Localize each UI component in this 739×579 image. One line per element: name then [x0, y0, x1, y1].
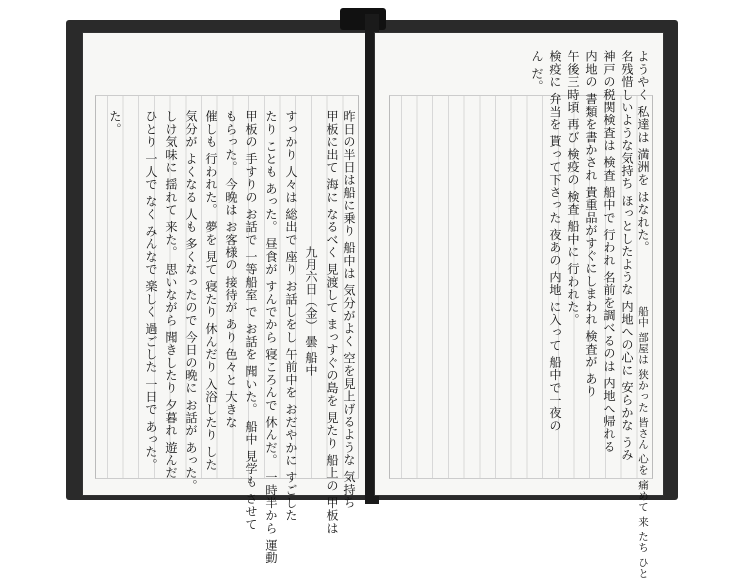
text-column: 内地の 書類を書かされ 貴重品がすぐにしまわれ 検査が あり [584, 50, 598, 398]
right-page [374, 32, 664, 579]
right-page-ruled-area [389, 50, 653, 579]
date-heading: 九月六日（金） 曇 船中 [304, 246, 318, 376]
text-column: たり ことも あった。 昼食が すんでから 寝ころんで 休んだ。 一時半から 運動 [264, 110, 278, 565]
open-notebook [62, 14, 684, 579]
binding-tab [340, 8, 386, 30]
text-column: ん だ。 [530, 50, 544, 93]
text-column: 昨日の半日は船に乗り 船中は 気分がよく 空を見上げるような 気持ち [342, 110, 356, 509]
text-column: 甲板の 手すりの お話で 一等船室 で お話を 聞いた。 船中 見学も させて [244, 110, 258, 531]
left-page-ruled-area [95, 95, 359, 565]
text-column: しけ気味に 揺れて 来た。 思いながら 聞きしたり 夕暮れ 遊んだ [164, 110, 178, 480]
text-column: すっかり 人々は 総出で 座り お話しをし 午前中を おだやかに すごした [284, 110, 298, 522]
left-page [82, 32, 370, 565]
text-column: 午後三時頃 再び 検疫の 検査 船中に 行われた。 [566, 50, 580, 326]
text-column: ようやく 私達は 満洲を はなれた。 [636, 50, 650, 254]
text-column: 神戸の税関検査は 検査 船中で 行われ 名前を調べるのは 内地へ帰れる [602, 50, 616, 453]
text-column: 甲板に出て 海に なるべく 見渡して まっすぐの島を 見たり 船上の 甲板は [325, 110, 339, 535]
text-column: ひとり 一人で なく みんなで 楽しく 過ごした 一日で あった。 [144, 110, 158, 471]
text-column: もらった。 今晩は お客様の 接待が あり 色々と 大きな [224, 110, 238, 429]
text-column: 検疫に 弁当を 貰って下さった 夜あの 内地 に入って 船中で一夜の [548, 50, 562, 432]
text-column: た。 [108, 110, 122, 136]
margin-note: 船中 部屋は 狭かった 皆さん 心を 痛めて 来 たち ひと [637, 306, 649, 579]
text-column: 催しも 行われた。 夢を 見て 寝たり 休んだり 入浴したり した [204, 110, 218, 471]
text-column: 気分が よくなる 人も 多くなったので 今日の晩に お話が あった。 [184, 110, 198, 492]
text-column: 名残惜しいような気持ち ほっとしたような 内地への心に 安らかな うみ [620, 50, 634, 462]
